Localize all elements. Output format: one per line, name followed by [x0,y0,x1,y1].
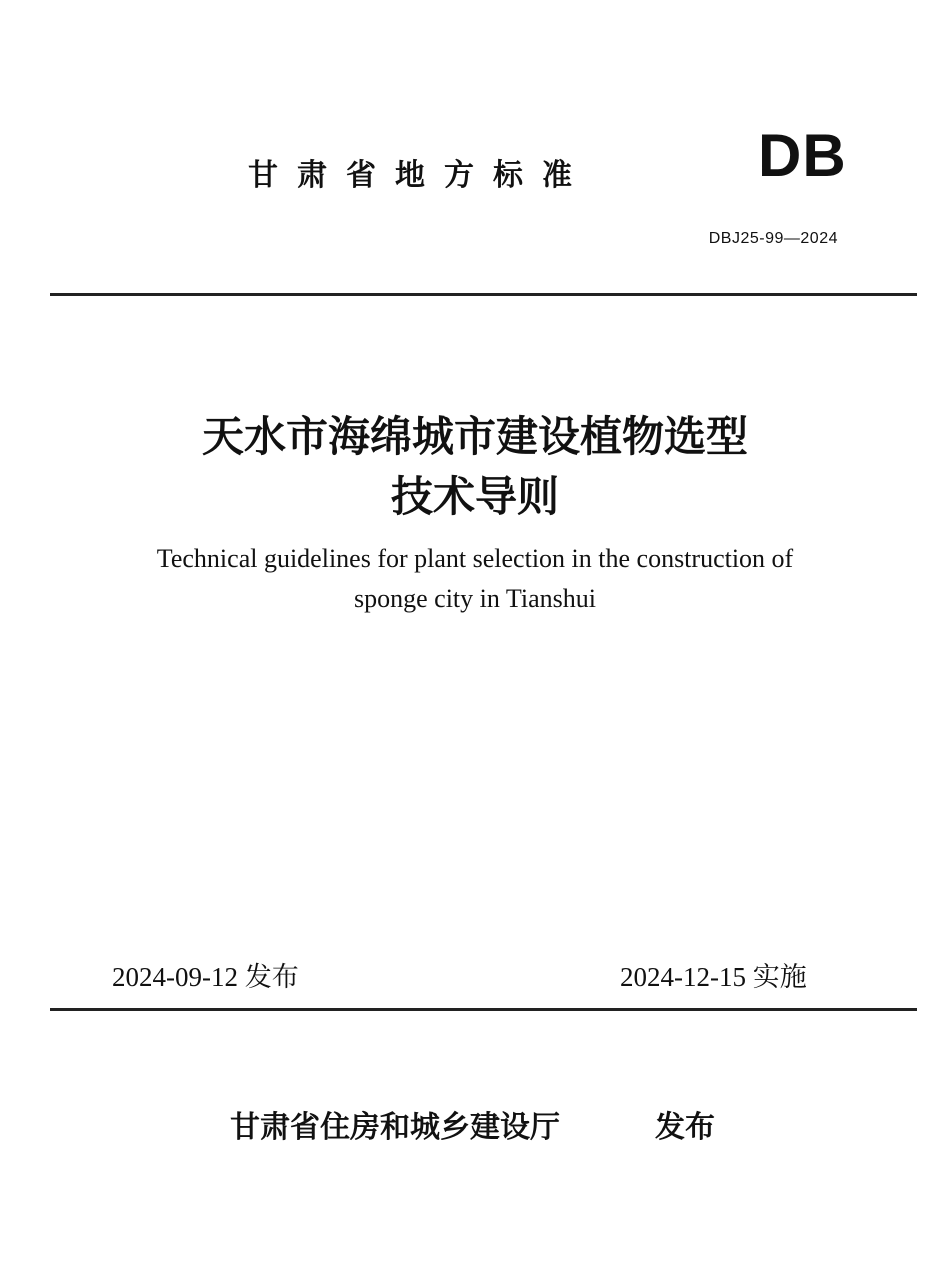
publish-verb: 发布 [655,1110,715,1145]
top-divider [50,293,917,296]
db-mark: DB [758,122,847,189]
publisher-name: 甘肃省住房和城乡建设厅 [230,1110,560,1145]
effective-date: 2024-12-15 实施 [620,962,807,992]
title-zh-line-1: 天水市海绵城市建设植物选型 [201,412,748,461]
bottom-divider [50,1008,917,1011]
title-en-line-1: Technical guidelines for plant selection in the construction of [156,544,794,573]
standard-type-label: 甘肃省地方标准 [248,158,591,193]
title-en-line-2: sponge city in Tianshui [354,584,596,613]
title-zh-line-2: 技术导则 [390,472,559,521]
issue-date: 2024-09-12 发布 [112,962,299,992]
standard-code: DBJ25-99—2024 [708,230,838,247]
